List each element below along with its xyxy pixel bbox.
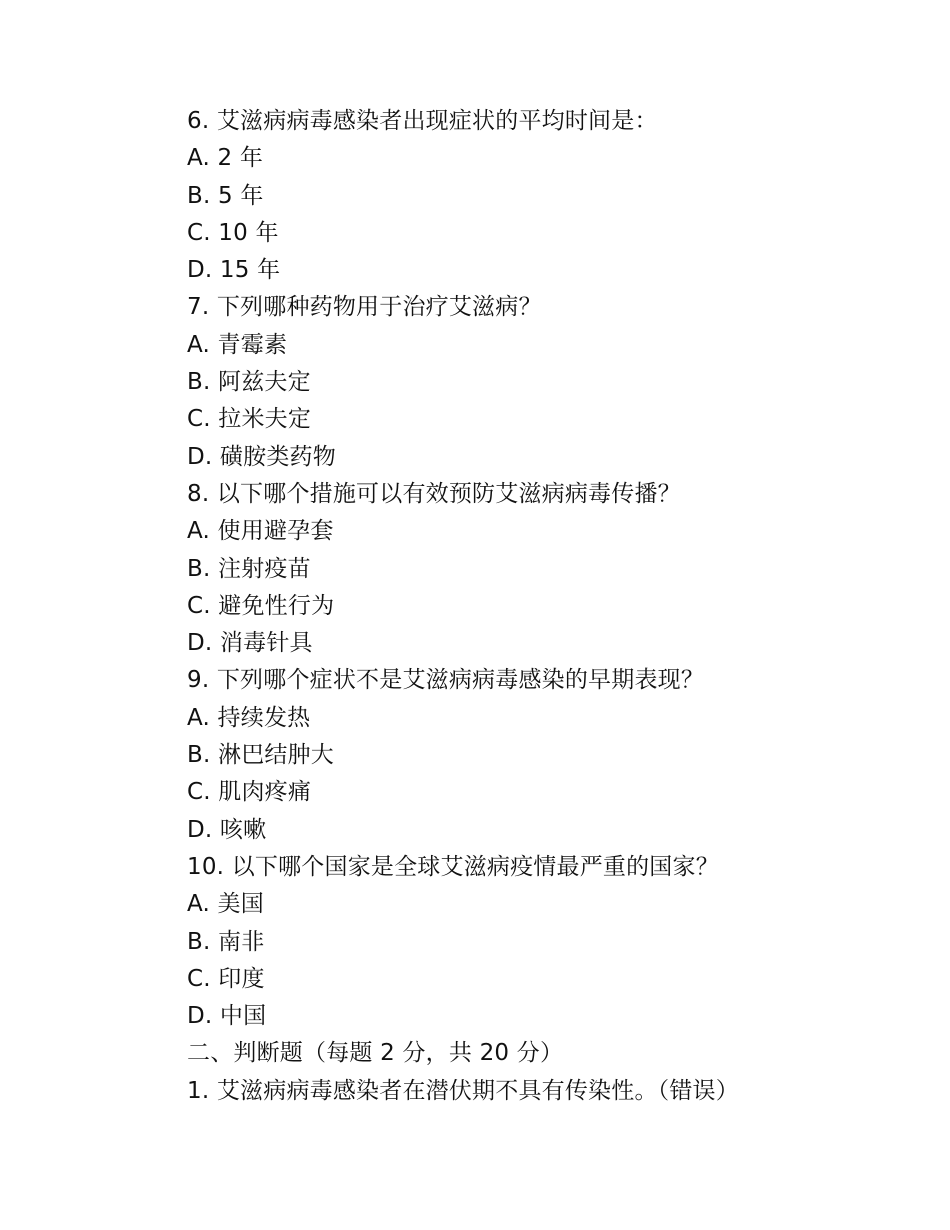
answer-option: C. 肌肉疼痛: [187, 779, 312, 806]
question-stem: 8. 以下哪个措施可以有效预防艾滋病病毒传播？: [187, 480, 681, 507]
answer-option: A. 2 年: [187, 145, 264, 172]
question-stem: 10. 以下哪个国家是全球艾滋病疫情最严重的国家？: [187, 853, 719, 880]
answer-option: B. 阿兹夫定: [187, 369, 311, 396]
answer-option: A. 使用避孕套: [187, 518, 334, 545]
answer-option: A. 持续发热: [187, 704, 311, 731]
answer-option: C. 避免性行为: [187, 592, 335, 619]
answer-option: D. 咳嗽: [187, 816, 267, 843]
answer-option: A. 青霉素: [187, 331, 288, 358]
answer-option: D. 磺胺类药物: [187, 443, 336, 470]
answer-option: C. 拉米夫定: [187, 406, 312, 433]
answer-option: B. 5 年: [187, 182, 264, 209]
question-stem: 9. 下列哪个症状不是艾滋病病毒感染的早期表现？: [187, 667, 705, 694]
section-heading: 二、判断题（每题 2 分，共 20 分）: [187, 1040, 564, 1067]
question-stem: 6. 艾滋病病毒感染者出现症状的平均时间是：: [187, 108, 658, 134]
answer-option: B. 淋巴结肿大: [187, 742, 335, 769]
answer-option: B. 注射疫苗: [187, 555, 311, 582]
question-stem: 7. 下列哪种药物用于治疗艾滋病？: [187, 294, 542, 321]
answer-option: B. 南非: [187, 928, 265, 955]
answer-option: A. 美国: [187, 891, 264, 918]
answer-option: C. 印度: [187, 965, 265, 992]
answer-option: D. 消毒针具: [187, 630, 313, 657]
answer-option: C. 10 年: [187, 219, 279, 246]
true-false-item: 1. 艾滋病病毒感染者在潜伏期不具有传染性。（错误）: [187, 1077, 739, 1104]
answer-option: D. 中国: [187, 1003, 267, 1030]
answer-option: D. 15 年: [187, 257, 281, 284]
document-body: [187, 103, 887, 1110]
